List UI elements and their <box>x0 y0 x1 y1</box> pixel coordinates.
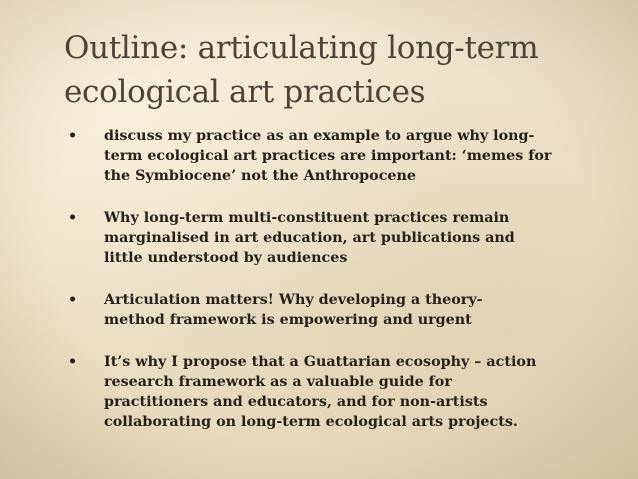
bullet-line: collaborating on long-term ecological arts projects. <box>104 414 518 430</box>
bullet-item-practice <box>64 126 584 186</box>
slide-title-line-1: Outline: articulating long-term <box>64 30 539 66</box>
bullet-line: little understood by audiences <box>104 250 348 266</box>
slide-title <box>64 26 624 114</box>
bullet-line: Why long-term multi-constituent practices remain <box>104 210 510 226</box>
bullet-line: Articulation matters! Why developing a theory- <box>104 292 483 308</box>
bullet-line: discuss my practice as an example to argue why long- <box>104 128 535 144</box>
bullet-item-marginalised <box>64 208 584 268</box>
bullet-line: the Symbiocene’ not the Anthropocene <box>104 168 417 184</box>
bullet-line: method framework is empowering and urgent <box>104 312 472 328</box>
bullet-line: term ecological art practices are important: ‘memes for <box>104 148 552 164</box>
bullet-line: It’s why I propose that a Guattarian ecosophy – action <box>104 354 537 370</box>
bullet-item-articulation <box>64 290 584 330</box>
bullet-line: marginalised in art education, art publications and <box>104 230 515 246</box>
bullet-line: research framework as a valuable guide for <box>104 374 452 390</box>
bullet-dot-icon: • <box>68 292 78 308</box>
bullet-dot-icon: • <box>68 210 78 226</box>
slide-title-line-2: ecological art practices <box>64 74 426 110</box>
bullet-list <box>64 126 584 454</box>
bullet-item-ecosophy <box>64 352 584 432</box>
bullet-dot-icon: • <box>68 354 78 370</box>
bullet-line: practitioners and educators, and for non-artists <box>104 394 488 410</box>
bullet-dot-icon: • <box>68 128 78 144</box>
